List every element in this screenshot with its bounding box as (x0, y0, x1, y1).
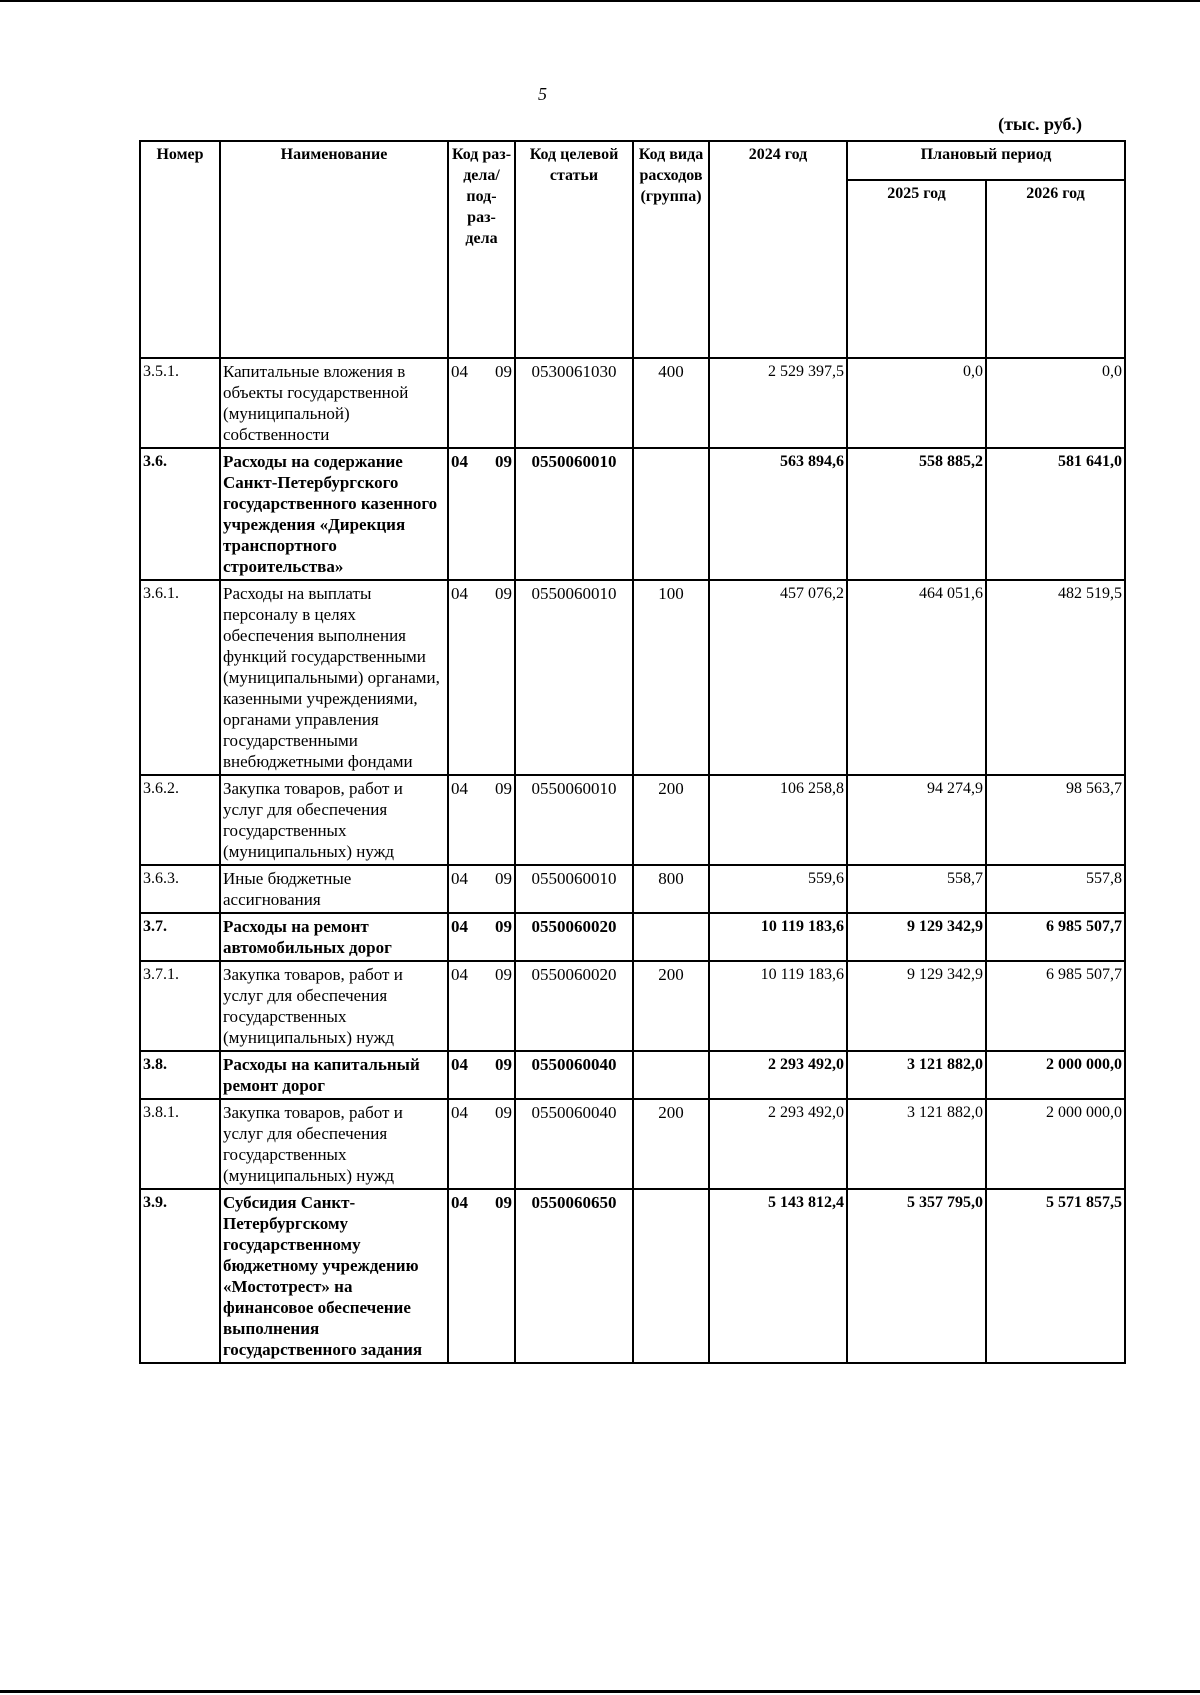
table-row (140, 961, 1125, 1051)
row-podrazdel: 09 (495, 452, 512, 471)
header-planned-period: Плановый период (847, 141, 1125, 180)
table-row (140, 1189, 1125, 1363)
table-row (140, 358, 1125, 448)
scan-top-rule (0, 0, 1200, 2)
row-name: Расходы на капитальный ремонт дорог (220, 1051, 448, 1099)
row-podrazdel: 09 (495, 779, 512, 798)
row-target: 0550060020 (515, 913, 633, 961)
row-vid: 100 (633, 580, 709, 775)
budget-table (139, 140, 1126, 1364)
row-name: Капитальные вложения в объекты государственной (муниципальной) собственности (220, 358, 448, 448)
header-year-2024: 2024 год (709, 141, 847, 358)
header-row (140, 141, 1125, 180)
row-amount-2025: 558,7 (847, 865, 986, 913)
row-amount-2025: 0,0 (847, 358, 986, 448)
row-amount-2025: 3 121 882,0 (847, 1099, 986, 1189)
table-row (140, 775, 1125, 865)
row-vid: 800 (633, 865, 709, 913)
row-number: 3.9. (140, 1189, 220, 1363)
row-target: 0550060010 (515, 580, 633, 775)
header-target: Код целевой статьи (515, 141, 633, 358)
row-number: 3.6.1. (140, 580, 220, 775)
row-name: Иные бюджетные ассигнования (220, 865, 448, 913)
row-razdel-cell (448, 913, 515, 961)
row-amount-2026: 98 563,7 (986, 775, 1125, 865)
row-amount-2026: 6 985 507,7 (986, 913, 1125, 961)
row-vid: 200 (633, 775, 709, 865)
row-razdel-cell (448, 1051, 515, 1099)
table-row (140, 1051, 1125, 1099)
row-amount-2026: 5 571 857,5 (986, 1189, 1125, 1363)
row-amount-2025: 3 121 882,0 (847, 1051, 986, 1099)
row-podrazdel: 09 (495, 1193, 512, 1212)
row-amount-2025: 9 129 342,9 (847, 961, 986, 1051)
row-name: Закупка товаров, работ и услуг для обеспечения государственных (муниципальных) нужд (220, 961, 448, 1051)
row-vid (633, 1051, 709, 1099)
row-vid: 200 (633, 1099, 709, 1189)
row-name: Расходы на выплаты персоналу в целях обеспечения выполнения функций государственными (муниципальными) органами, казенными учреждениями, органами управления государственными внебюджетными фондами (220, 580, 448, 775)
row-razdel: 04 (451, 1103, 468, 1122)
header-number: Номер (140, 141, 220, 358)
row-amount-2024: 563 894,6 (709, 448, 847, 580)
row-razdel: 04 (451, 362, 468, 381)
row-number: 3.6.2. (140, 775, 220, 865)
row-razdel: 04 (451, 584, 468, 603)
row-amount-2026: 6 985 507,7 (986, 961, 1125, 1051)
row-razdel: 04 (451, 869, 468, 888)
row-podrazdel: 09 (495, 917, 512, 936)
page-number: 5 (538, 84, 547, 104)
row-amount-2024: 2 293 492,0 (709, 1099, 847, 1189)
table-row (140, 913, 1125, 961)
header-razdel: Код раз- дела/ под- раз- дела (448, 141, 515, 358)
row-name: Расходы на содержание Санкт-Петербургского государственного казенного учреждения «Дирекция транспортного строительства» (220, 448, 448, 580)
row-razdel-cell (448, 1189, 515, 1363)
row-amount-2026: 557,8 (986, 865, 1125, 913)
row-name: Закупка товаров, работ и услуг для обеспечения государственных (муниципальных) нужд (220, 1099, 448, 1189)
row-amount-2024: 2 293 492,0 (709, 1051, 847, 1099)
row-vid (633, 448, 709, 580)
row-razdel-cell (448, 1099, 515, 1189)
row-number: 3.5.1. (140, 358, 220, 448)
row-podrazdel: 09 (495, 584, 512, 603)
row-amount-2024: 10 119 183,6 (709, 913, 847, 961)
row-amount-2025: 94 274,9 (847, 775, 986, 865)
row-amount-2026: 2 000 000,0 (986, 1051, 1125, 1099)
header-year-2026: 2026 год (986, 180, 1125, 358)
row-amount-2025: 9 129 342,9 (847, 913, 986, 961)
row-podrazdel: 09 (495, 869, 512, 888)
row-razdel: 04 (451, 917, 468, 936)
row-target: 0550060040 (515, 1051, 633, 1099)
row-target: 0550060010 (515, 775, 633, 865)
row-amount-2024: 106 258,8 (709, 775, 847, 865)
row-target: 0550060020 (515, 961, 633, 1051)
row-vid: 400 (633, 358, 709, 448)
row-razdel-cell (448, 580, 515, 775)
row-amount-2026: 0,0 (986, 358, 1125, 448)
units-label: (тыс. руб.) (998, 114, 1082, 134)
row-name: Закупка товаров, работ и услуг для обеспечения государственных (муниципальных) нужд (220, 775, 448, 865)
header-year-2025: 2025 год (847, 180, 986, 358)
row-razdel-cell (448, 775, 515, 865)
row-number: 3.8. (140, 1051, 220, 1099)
row-amount-2026: 2 000 000,0 (986, 1099, 1125, 1189)
row-vid (633, 913, 709, 961)
table-body (140, 358, 1125, 1363)
row-podrazdel: 09 (495, 1103, 512, 1122)
row-number: 3.6.3. (140, 865, 220, 913)
row-amount-2024: 2 529 397,5 (709, 358, 847, 448)
scan-bottom-rule (0, 1690, 1200, 1693)
row-target: 0550060010 (515, 865, 633, 913)
row-amount-2024: 10 119 183,6 (709, 961, 847, 1051)
row-number: 3.8.1. (140, 1099, 220, 1189)
row-vid: 200 (633, 961, 709, 1051)
row-amount-2026: 482 519,5 (986, 580, 1125, 775)
row-razdel-cell (448, 448, 515, 580)
header-vid: Код вида расходов (группа) (633, 141, 709, 358)
row-amount-2025: 558 885,2 (847, 448, 986, 580)
row-vid (633, 1189, 709, 1363)
row-name: Расходы на ремонт автомобильных дорог (220, 913, 448, 961)
row-podrazdel: 09 (495, 965, 512, 984)
row-razdel: 04 (451, 452, 468, 471)
row-amount-2026: 581 641,0 (986, 448, 1125, 580)
table-row (140, 580, 1125, 775)
row-amount-2025: 5 357 795,0 (847, 1189, 986, 1363)
row-razdel: 04 (451, 1055, 468, 1074)
row-amount-2024: 457 076,2 (709, 580, 847, 775)
row-number: 3.7. (140, 913, 220, 961)
table-row (140, 1099, 1125, 1189)
row-razdel-cell (448, 865, 515, 913)
row-number: 3.7.1. (140, 961, 220, 1051)
header-name: Наименование (220, 141, 448, 358)
row-amount-2024: 5 143 812,4 (709, 1189, 847, 1363)
row-razdel: 04 (451, 965, 468, 984)
row-name: Субсидия Санкт-Петербургскому государственному бюджетному учреждению «Мостотрест» на финансовое обеспечение выполнения государственного задания (220, 1189, 448, 1363)
table-row (140, 448, 1125, 580)
row-target: 0530061030 (515, 358, 633, 448)
row-target: 0550060040 (515, 1099, 633, 1189)
row-amount-2024: 559,6 (709, 865, 847, 913)
row-podrazdel: 09 (495, 362, 512, 381)
row-razdel-cell (448, 961, 515, 1051)
table-row (140, 865, 1125, 913)
row-razdel: 04 (451, 779, 468, 798)
row-podrazdel: 09 (495, 1055, 512, 1074)
row-razdel: 04 (451, 1193, 468, 1212)
row-number: 3.6. (140, 448, 220, 580)
row-razdel-cell (448, 358, 515, 448)
row-amount-2025: 464 051,6 (847, 580, 986, 775)
row-target: 0550060650 (515, 1189, 633, 1363)
row-target: 0550060010 (515, 448, 633, 580)
